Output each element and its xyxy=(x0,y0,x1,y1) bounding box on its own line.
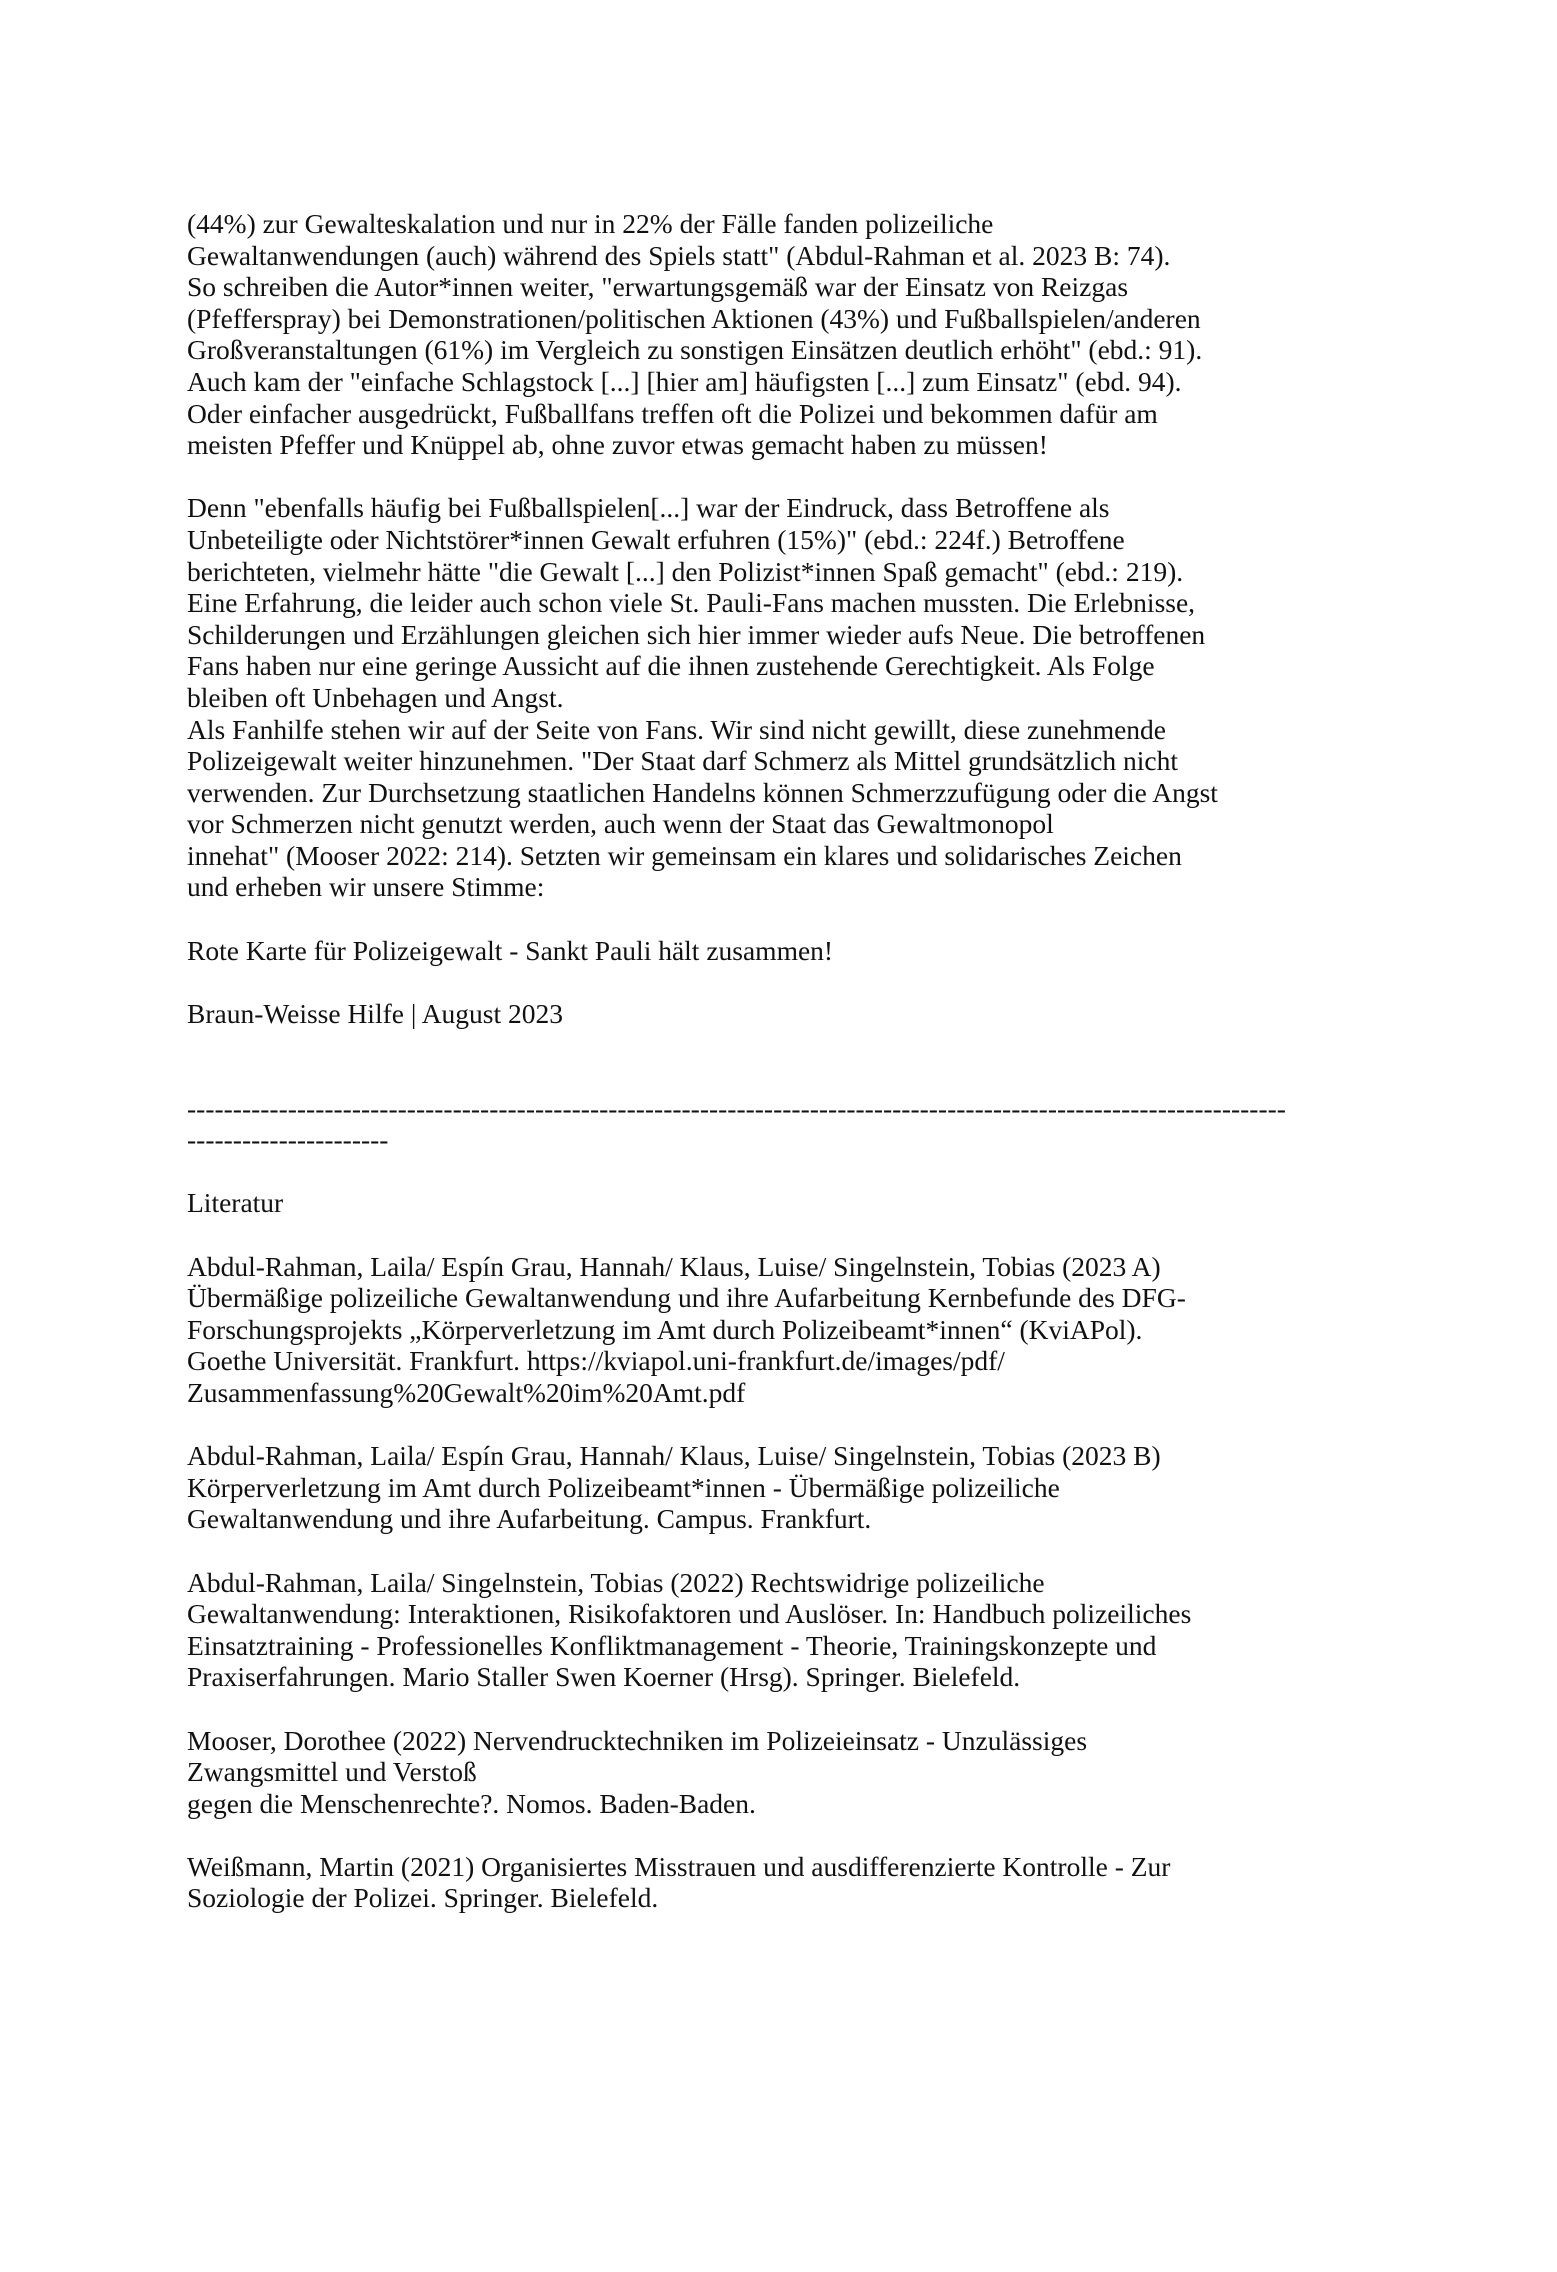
paragraph-1 xyxy=(187,208,1387,461)
text-line: vor Schmerzen nicht genutzt werden, auch wenn der Staat das Gewaltmonopol xyxy=(187,808,1054,840)
text-line: Eine Erfahrung, die leider auch schon viele St. Pauli-Fans machen mussten. Die Erlebnisse, xyxy=(187,587,1196,619)
paragraph-gap xyxy=(187,1819,1387,1851)
text-line: Schilderungen und Erzählungen gleichen sich hier immer wieder aufs Neue. Die betroffenen xyxy=(187,618,1206,650)
text-line: meisten Pfeffer und Knüppel ab, ohne zuvor etwas gemacht haben zu müssen! xyxy=(187,429,1048,461)
reference-line: Weißmann, Martin (2021) Organisiertes Misstrauen und ausdifferenzierte Kontrolle - Zur xyxy=(187,1850,1171,1882)
reference-line: Mooser, Dorothee (2022) Nervendrucktechniken im Polizeieinsatz - Unzulässiges xyxy=(187,1724,1088,1756)
slogan: Rote Karte für Polizeigewalt - Sankt Pauli hält zusammen! xyxy=(187,934,834,966)
reference-line: Gewaltanwendung und ihre Aufarbeitung. Campus. Frankfurt. xyxy=(187,1503,872,1535)
literature-heading: Literatur xyxy=(187,1187,284,1219)
text-line: innehat" (Mooser 2022: 214). Setzten wir gemeinsam ein klares und solidarisches Zeichen xyxy=(187,839,1182,871)
paragraph-gap xyxy=(187,1535,1387,1567)
text-line: Großveranstaltungen (61%) im Vergleich zu sonstigen Einsätzen deutlich erhöht" (ebd.: 91). xyxy=(187,334,1203,366)
reference-line: gegen die Menschenrechte?. Nomos. Baden-Baden. xyxy=(187,1787,756,1819)
paragraph-gap xyxy=(187,1029,1387,1061)
paragraph-gap xyxy=(187,461,1387,493)
reference-line: Abdul-Rahman, Laila/ Espín Grau, Hannah/ Klaus, Luise/ Singelnstein, Tobias (2023 B) xyxy=(187,1440,1161,1472)
reference-entry xyxy=(187,1567,1387,1693)
text-line: Oder einfacher ausgedrückt, Fußballfans treffen oft die Polizei und bekommen dafür am xyxy=(187,397,1158,429)
paragraph-gap xyxy=(187,1219,1387,1251)
divider-line: ------------------------------------------------------------------------------------------------------------------------ xyxy=(187,1092,1286,1124)
reference-line: Körperverletzung im Amt durch Polizeibeamt*innen - Übermäßige polizeiliche xyxy=(187,1471,1060,1503)
reference-entry xyxy=(187,1251,1387,1409)
reference-line: Goethe Universität. Frankfurt. https://kviapol.uni-frankfurt.de/images/pdf/ xyxy=(187,1345,1005,1377)
reference-line: Übermäßige polizeiliche Gewaltanwendung und ihre Aufarbeitung Kernbefunde des DFG- xyxy=(187,1282,1186,1314)
reference-line: Praxiserfahrungen. Mario Staller Swen Koerner (Hrsg). Springer. Bielefeld. xyxy=(187,1661,1021,1693)
reference-entry xyxy=(187,1851,1387,1914)
text-line: Auch kam der "einfache Schlagstock [...] [hier am] häufigsten [...] zum Einsatz" (ebd. 94). xyxy=(187,365,1182,397)
text-line: Gewaltanwendungen (auch) während des Spiels statt" (Abdul-Rahman et al. 2023 B: 74). xyxy=(187,239,1171,271)
text-line: berichteten, vielmehr hätte "die Gewalt [...] den Polizist*innen Spaß gemacht" (ebd.: 219). xyxy=(187,555,1184,587)
signature: Braun-Weisse Hilfe | August 2023 xyxy=(187,997,564,1029)
text-line: verwenden. Zur Durchsetzung staatlichen Handelns können Schmerzzufügung oder die Angst xyxy=(187,776,1218,808)
paragraph-gap xyxy=(187,1156,1387,1188)
paragraph-gap xyxy=(187,1693,1387,1725)
text-line: bleiben oft Unbehagen und Angst. xyxy=(187,681,564,713)
text-line: Fans haben nur eine geringe Aussicht auf die ihnen zustehende Gerechtigkeit. Als Folge xyxy=(187,650,1155,682)
paragraph-gap xyxy=(187,966,1387,998)
reference-line: Forschungsprojekts „Körperverletzung im Amt durch Polizeibeamt*innen“ (KviAPol). xyxy=(187,1313,1143,1345)
text-line: Denn "ebenfalls häufig bei Fußballspielen[...] war der Eindruck, dass Betroffene als xyxy=(187,492,1110,524)
reference-line: Abdul-Rahman, Laila/ Singelnstein, Tobias (2022) Rechtswidrige polizeiliche xyxy=(187,1566,1045,1598)
text-line: Als Fanhilfe stehen wir auf der Seite von Fans. Wir sind nicht gewillt, diese zunehmende xyxy=(187,713,1167,745)
reference-line: Zusammenfassung%20Gewalt%20im%20Amt.pdf xyxy=(187,1376,746,1408)
reference-entry xyxy=(187,1440,1387,1535)
text-line: Unbeteiligte oder Nichtstörer*innen Gewalt erfuhren (15%)" (ebd.: 224f.) Betroffene xyxy=(187,523,1125,555)
reference-line: Gewaltanwendung: Interaktionen, Risikofaktoren und Auslöser. In: Handbuch polizeiliches xyxy=(187,1598,1192,1630)
paragraph-gap xyxy=(187,903,1387,935)
divider-line: ---------------------- xyxy=(187,1124,389,1156)
reference-entry xyxy=(187,1725,1387,1820)
text-line: So schreiben die Autor*innen weiter, "erwartungsgemäß war der Einsatz von Reizgas xyxy=(187,271,1129,303)
text-line: (44%) zur Gewalteskalation und nur in 22% der Fälle fanden polizeiliche xyxy=(187,208,994,239)
reference-line: Zwangsmittel und Verstoß xyxy=(187,1756,477,1788)
divider xyxy=(187,1093,1387,1156)
reference-line: Abdul-Rahman, Laila/ Espín Grau, Hannah/ Klaus, Luise/ Singelnstein, Tobias (2023 A) xyxy=(187,1250,1161,1282)
document-page xyxy=(187,208,1387,1914)
text-line: Polizeigewalt weiter hinzunehmen. "Der Staat darf Schmerz als Mittel grundsätzlich nicht xyxy=(187,745,1178,777)
text-line: und erheben wir unsere Stimme: xyxy=(187,871,545,903)
reference-line: Soziologie der Polizei. Springer. Bielefeld. xyxy=(187,1882,659,1914)
text-line: (Pfefferspray) bei Demonstrationen/politischen Aktionen (43%) und Fußballspielen/anderen xyxy=(187,302,1201,334)
paragraph-gap xyxy=(187,1061,1387,1093)
paragraph-gap xyxy=(187,1409,1387,1441)
paragraph-2 xyxy=(187,492,1387,903)
reference-line: Einsatztraining - Professionelles Konfliktmanagement - Theorie, Trainingskonzepte und xyxy=(187,1629,1157,1661)
